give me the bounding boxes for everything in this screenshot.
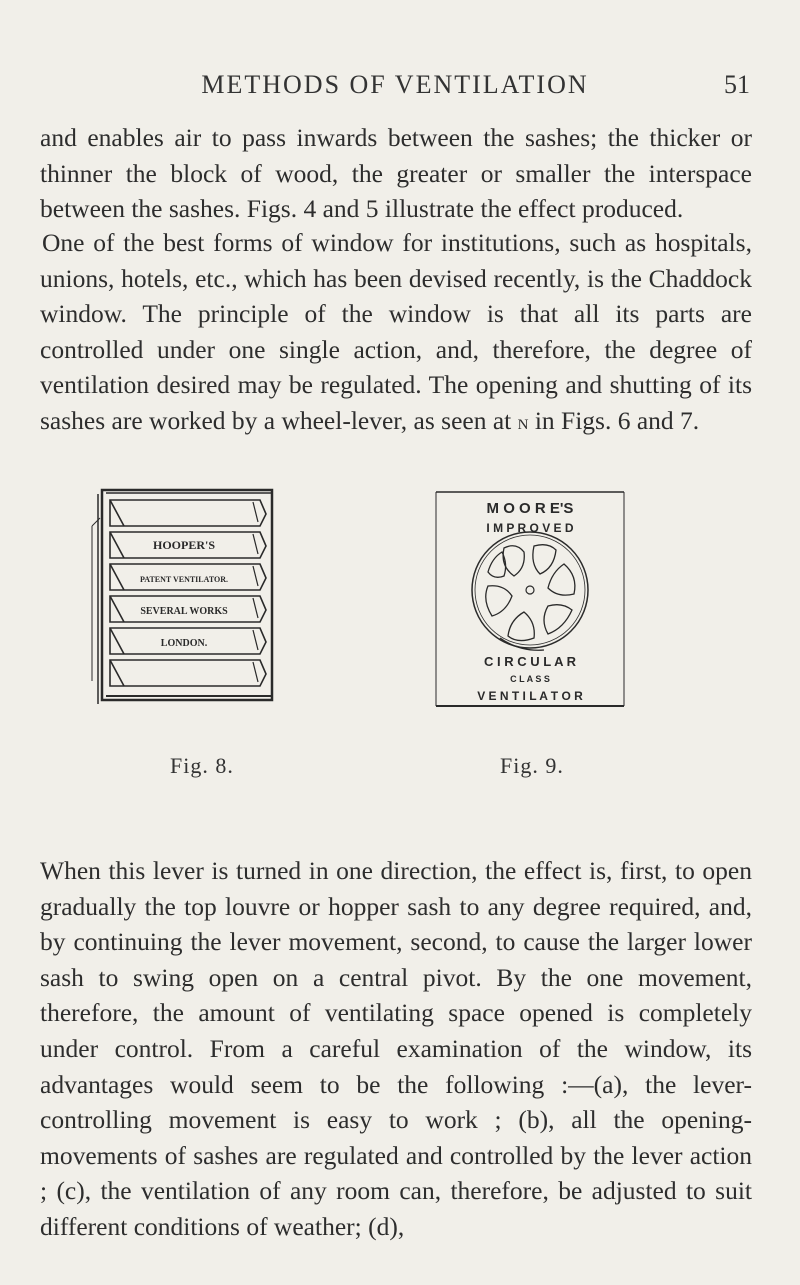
- ventilator-line-3: C I R C U L A R: [484, 654, 576, 669]
- lever-letter: n: [517, 408, 529, 434]
- louvre-text-2: PATENT VENTILATOR.: [139, 575, 229, 584]
- ventilator-line-1: M O O R E'S: [486, 500, 574, 517]
- ventilator-line-2: I M P R O V E D: [486, 521, 574, 535]
- louvre-text-1: HOOPER'S: [152, 538, 216, 552]
- page-number: 51: [724, 70, 750, 99]
- page-header: [40, 70, 750, 110]
- ventilator-line-4: C L A S S: [510, 674, 550, 684]
- paragraph-2-text-a: One of the best forms of window for institutions, such as hospitals, unions, hotels, etc., which has been devised recently, is the Chaddock window. The principle of the window is that all its parts are controlled under one single action, and, therefore, the degree of ventilation desired may be regulated. The opening and shutting of its sashes are worked by a wheel-lever, as seen at: [40, 228, 752, 435]
- paragraph-3: When this lever is turned in one direction, the effect is, first, to open gradually the top louvre or hopper sash to any degree required, and, by continuing the lever movement, second, to cause the larger lower sash to swing open on a central pivot. By the one movement, therefore, the amount of ventilating space opened is completely under control. From a careful examination of the window, its advantages would seem to be the following :—(a), the lever-controlling movement is easy to work ; (b), all the opening-movements of sashes are regulated and controlled by the lever action ; (c), the ventilation of any room can, therefore, be adjusted to suit different conditions of weather; (d),: [40, 856, 752, 1241]
- louvre-text-4: LONDON.: [160, 638, 208, 649]
- louvre-text-3: SEVERAL WORKS: [140, 606, 228, 617]
- paragraph-1: and enables air to pass inwards between the sashes; the thicker or thinner the block of wood, the greater or smaller the interspace between the sashes. Figs. 4 and 5 illustrate the effect produced.: [40, 123, 752, 224]
- paragraph-2-text-b: in Figs. 6 and 7.: [528, 405, 700, 435]
- paragraph-2: [40, 225, 752, 440]
- running-head: METHODS OF VENTILATION: [201, 70, 589, 99]
- figure-9-caption: Fig. 9.: [500, 753, 564, 778]
- figure-9-illustration: [432, 488, 628, 710]
- figure-8: [88, 486, 278, 711]
- figure-8-caption: Fig. 8.: [170, 753, 234, 778]
- figure-8-illustration: [88, 486, 278, 711]
- figure-9: [432, 488, 628, 710]
- ventilator-line-5: V E N T I L A T O R: [477, 689, 583, 703]
